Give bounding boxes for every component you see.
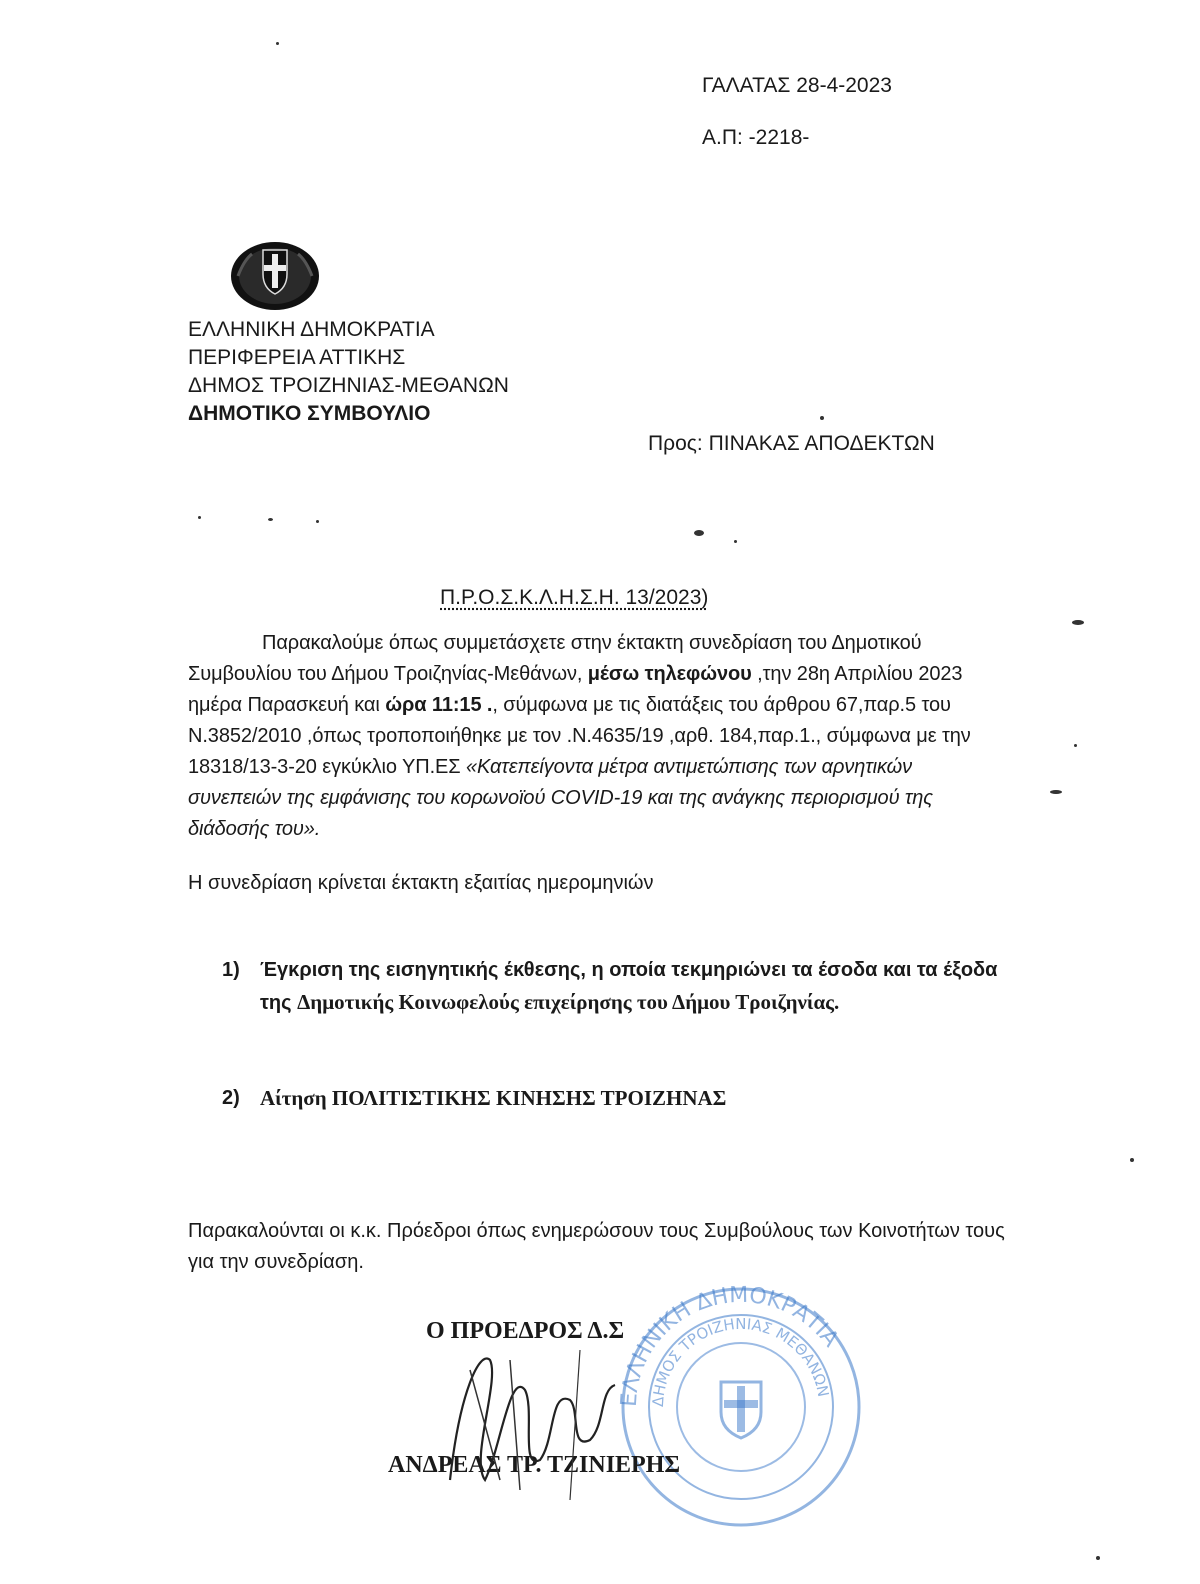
header-region: ΠΕΡΙΦΕΡΕΙΑ ΑΤΤΙΚΗΣ bbox=[188, 346, 406, 369]
urgency-reason: Η συνεδρίαση κρίνεται έκτακτη εξαιτίας ημερομηνιών bbox=[188, 872, 654, 894]
recipient-line: Προς: ΠΙΝΑΚΑΣ ΑΠΟΔΕΚΤΩΝ bbox=[648, 432, 935, 455]
closing-paragraph: Παρακαλούνται οι κ.κ. Πρόεδροι όπως ενημερώσουν τους Συμβούλους των Κοινοτήτων τους για την συνεδρίαση. bbox=[188, 1220, 1005, 1273]
scan-speck bbox=[694, 530, 704, 536]
body-text: ,την 28η Απριλίου 2023 ημέρα Παρασκευή και bbox=[188, 663, 963, 716]
scan-speck bbox=[198, 516, 201, 519]
official-stamp-icon bbox=[616, 1282, 866, 1532]
issuer-header bbox=[188, 316, 509, 428]
body-bold-phone: μέσω τηλεφώνου bbox=[587, 663, 752, 685]
scan-speck bbox=[820, 416, 824, 420]
scan-speck bbox=[1130, 1158, 1134, 1162]
scan-speck bbox=[276, 42, 279, 45]
agenda-item bbox=[222, 954, 1022, 1019]
scan-speck bbox=[1072, 620, 1084, 625]
header-municipality: ΔΗΜΟΣ ΤΡΟΙΖΗΝΙΑΣ-ΜΕΘΑΝΩΝ bbox=[188, 374, 509, 397]
scan-speck bbox=[1050, 790, 1062, 794]
scan-speck bbox=[268, 518, 273, 521]
stamp-inner-text: ΔΗΜΟΣ ΤΡΟΙΖΗΝΙΑΣ ΜΕΘΑΝΩΝ bbox=[648, 1314, 833, 1408]
document-title: Π.Ρ.Ο.Σ.Κ.Λ.Η.Σ.Η. 13/2023) bbox=[440, 586, 709, 609]
agenda-item-text: Έγκριση της εισηγητικής έκθεσης, η οποία τεκμηριώνει τα έσοδα και τα έξοδα bbox=[260, 959, 998, 981]
body-text: , σύμφωνα με τις διατάξεις του άρθρου 67,παρ.5 του Ν.3852/2010 ,όπως τροποποιήθηκε με τον .Ν.4635/19 ,αρθ. 184,παρ.1., σύμφωνα με την 18318/13-3-20 εγκύκλιο ΥΠ.ΕΣ bbox=[188, 694, 971, 778]
scan-speck bbox=[734, 540, 737, 543]
scan-speck bbox=[1074, 744, 1077, 747]
agenda-item-text: Αίτηση ΠΟΛΙΤΙΣΤΙΚΗΣ ΚΙΝΗΣΗΣ ΤΡΟΙΖΗΝΑΣ bbox=[260, 1086, 727, 1110]
scan-speck bbox=[1096, 1556, 1100, 1560]
body-bold-time: ώρα 11:15 . bbox=[385, 694, 493, 716]
body-italic-circular: «Κατεπείγοντα μέτρα αντιμετώπισης των αρνητικών συνεπειών της εμφάνισης του κορωνοϊού COVID-19 και της ανάγκης περιορισμού της διάδοσής του». bbox=[188, 756, 933, 840]
agenda-item-text: της bbox=[260, 992, 298, 1014]
signatory-name: ΑΝΔΡΕΑΣ ΤΡ. ΤΖΙΝΙΕΡΗΣ bbox=[388, 1452, 681, 1478]
header-country: ΕΛΛΗΝΙΚΗ ΔΗΜΟΚΡΑΤΙΑ bbox=[188, 318, 435, 341]
invitation-body bbox=[188, 628, 978, 845]
greek-coat-of-arms-icon bbox=[228, 236, 322, 312]
handwritten-signature-icon bbox=[430, 1330, 640, 1500]
stamp-outer-text: ΕΛΛΗΝΙΚΗ ΔΗΜΟΚΡΑΤΙΑ bbox=[616, 1282, 844, 1408]
agenda-item-number: 2) bbox=[222, 1087, 240, 1109]
protocol-number: Α.Π: -2218- bbox=[702, 126, 810, 149]
agenda-item-text: Δημοτικής Κοινωφελούς επιχείρησης του Δήμου Τροιζηνίας. bbox=[297, 990, 840, 1014]
scan-speck bbox=[316, 520, 319, 523]
agenda-item bbox=[222, 1082, 1022, 1115]
header-council: ΔΗΜΟΤΙΚΟ ΣΥΜΒΟΥΛΙΟ bbox=[188, 402, 431, 425]
document-date: ΓΑΛΑΤΑΣ 28-4-2023 bbox=[702, 74, 892, 97]
body-text: Παρακαλούμε όπως συμμετάσχετε στην έκτακτη συνεδρίαση του Δημοτικού Συμβουλίου του Δήμου Τροιζηνίας-Μεθάνων, bbox=[188, 632, 922, 685]
agenda-item-number: 1) bbox=[222, 959, 240, 981]
signatory-title: Ο ΠΡΟΕΔΡΟΣ Δ.Σ bbox=[426, 1318, 625, 1344]
